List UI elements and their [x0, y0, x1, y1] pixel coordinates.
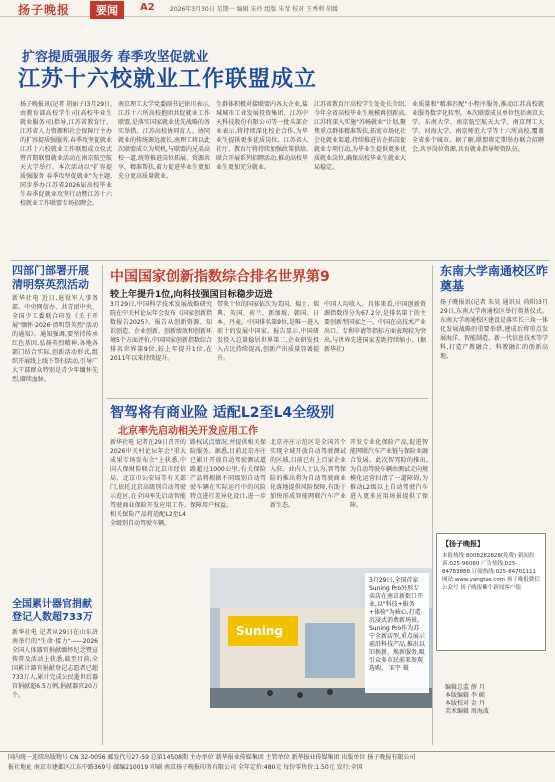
page-footer — [0, 751, 555, 782]
left-article-1: 新华社电 近日,退役军人事务部、中央网信办、共青团中央、全国少工委联合印发《关于开展"缅怀·2026·清明祭英烈"活动的通知》。通知强调,要坚持传承红色基因,弘扬英烈精神,各地各部门结合实际,创新活动形式,组织开展线上线下祭扫活动,引导广大干部群众特别是青少年缅怀先烈,赓续血脉。 — [12, 295, 98, 383]
editor-credits — [445, 684, 489, 716]
innovation-column-3: 中国人均收入。具体来看,中国创新资源指数得分为67.2分,是排名第十的主要创新型国家之一。中国在高技术产业出口、专利申请等指标方面表现较为突出,与世界先进国家差距持续缩小。(据新华社) — [324, 301, 426, 353]
editor-credit: 编辑总监 薛 月 — [445, 684, 485, 691]
lead-column-2: 南京理工大学党委副书记徐川表示,江苏十六所高校抱团共促就业工作联盟,是落实国家就业优先战略的务实举措。江苏高校协同育人、协同就业的传统源远流长,南理工将以此次联盟成立为契机,与联盟内兄弟高校一道,统筹推进岗位拓展、资源共享、精准帮扶,着力促进毕业生更加充分更高质量就业。 — [118, 101, 210, 180]
editor-credit: 本版编辑 李 硕 — [445, 692, 485, 699]
innovation-column-2: 带来十位的国家依次为美国、瑞士、瑞典、英国、荷兰、新加坡、韩国、日本、丹麦。中国排名第9位,是唯一进入前十的发展中国家。报告显示,中国研发投入总量稳居世界第二,企业研发投入占比持续提高,创新产出质量显著提升。 — [217, 301, 319, 362]
issue-date: 2026年3月30日 星期一 编辑 朱玲 组版 朱莹 校对 王秀利 胡媛 — [170, 6, 338, 13]
lead-column-4: 江苏省教育厅高校学生处处长介绍,今年全省高校毕业生规模再创新高,江苏将深入实施"苏畅就业"计划,聚焦重点群体精准帮扶,拓宽市场化社会化就业渠道,持续推进访企拓岗促就业专项行动,为毕业生提供更多优质就业岗位,确保高校毕业生就业大局稳定。 — [314, 101, 406, 171]
masthead — [0, 0, 555, 17]
editor-credit: 本版校对 金 丹 — [445, 700, 485, 707]
left-article-2: 新华社电 记者从29日在山东济南举行的"生命·接力"——2026全国人体器官捐献缅怀纪念暨宣传普及活动上获悉,截至目前,全国累计器官捐献登记志愿者已超733万人,累计完成公民逝世后器官捐献超6.5万例,捐献器官20万个。 — [12, 629, 98, 699]
store-sign: Suning — [236, 624, 283, 638]
lead-kicker: 扩容提质强服务 春季攻坚促就业 — [22, 50, 209, 65]
page-number: A2 — [140, 2, 155, 13]
editor-credit: 美术编辑 周海波 — [445, 708, 489, 715]
column-divider-left — [102, 265, 103, 745]
footer-line-1: 国内统一连续出版物号 CN 32-0056 邮发代号27-59 总第14508期 主办单位 新华报业传媒集团 主管单位 新华报业传媒集团 出版单位 扬子晚报有限公司 — [8, 754, 416, 761]
innovation-headline: 中国国家创新指数综合排名世界第9 — [110, 269, 330, 285]
newspaper-logo: 扬子晚报 — [18, 3, 71, 17]
innovation-subhead: 较上年提升1位,向科技强国目标稳步迈进 — [110, 290, 273, 300]
right-article: 扬子晚报讯(记者 朱昊 通讯员 尚阳)3月29日,东南大学南通校区举行奠基仪式。东南大学南通校区建设是落实长三角一体化发展战略的重要举措,建成后将重点发展海洋、智能制造、新一代信息技术等学科,打造产教融合、科教融汇的创新高地。 — [440, 299, 548, 360]
info-box — [436, 533, 546, 651]
auto-column-1: 新华社电 记者在29日召开的2026中关村论坛年会"重大成果专场发布会"上获悉,中国人保财险联合北京市经信局、北京市公安局等有关部门,依托北京高级别自动驾驶示范区,在全国率先启动智能驾驶商业保险开发应用工作,相关保险产品将适配L2至L4全级别自动驾驶车辆。 — [110, 439, 186, 527]
innovation-column-1: 3月29日,中国科学技术发展战略研究院在中关村论坛年会发布《国家创新指数报告2025》。报告从创新资源、知识创造、企业创新、创新绩效和创新环境5个方面评价,中国国家创新指数综合排名世界第9位,较上年提升1位,在2011年以来持续提升。 — [110, 301, 212, 362]
auto-column-3: 北京亦庄示范区是全国首个实现全域开放自动驾驶测试的区域,目前已有上百家企业入驻。业内人士认为,智驾保险的推出将为自动驾驶商业化落地提供风险保障,有助于加快形成智能网联汽车产业新生态。 — [270, 439, 346, 509]
left-headline-1: 四部门部署开展清明祭英烈活动 — [12, 264, 89, 291]
auto-column-4: 开发专业化保险产品,促进智能网联汽车产业链与保险业融合发展。此次智驾险的推出,为自动驾驶车辆由测试走向规模化运营扫清了一道障碍,为推动L2级以上自动驾驶汽车进入更多应用场景提供了保障。 — [350, 439, 428, 509]
auto-column-2: 路权试点情况,并提供相关保险服务。据悉,目前北京亦庄已累计开放自动驾驶测试道路超过1000公里,有关保险产品将根据不同级别自动驾驶车辆在实际运行中的风险特点进行差异化设计,进一步保障用户权益。 — [190, 439, 266, 509]
auto-insurance-subhead: 北京率先启动相关开发应用工作 — [118, 426, 258, 437]
section-divider — [106, 398, 428, 399]
right-headline: 东南大学南通校区昨奠基 — [440, 264, 549, 293]
lead-column-1: 扬子晚报讯(记者 胡丽子)3月29日,由教育部高校学生司(高校毕业生就业服务司)指导,江苏省教育厅、江苏省人力资源和社会保障厅主办的扩容提质强服务,春季攻坚促就业江苏十六校就业工作联盟成立仪式暨首期联盟就业活动在南京航空航天大学举行。本次活动以"扩容提质强服务 春季攻坚促就业"为主题,同步举办江苏省2026届高校毕业生春季促就业攻坚行动暨江苏十六校就业工作联盟专场招聘会。 — [20, 101, 112, 207]
footer-line-2: 报社地址 南京市建邺区江东中路369号 邮编210019 印刷 南京扬子晚报印务有限公司 全年定价:480元 每份零售价:1.50元 发行:全国 — [8, 764, 363, 771]
lead-column-5: 业质量和"精准匹配"小程序服务,推动江苏高校就业服务数字化转型。本次联盟成员单位包括南京大学、东南大学、南京航空航天大学、南京理工大学、河海大学、南京师范大学等十六所高校,覆盖全省多个城市。据了解,联盟将定期举办联合招聘会,共享岗位资源,共育就业指导师资队伍。 — [412, 101, 544, 153]
section-divider — [10, 260, 550, 261]
left-headline-2: 全国累计器官捐献登记人数超733万 — [12, 599, 93, 623]
lead-column-3: 生群体积极对接联盟内各大企业,盐城城市工业发展投资集团、江苏中天科技股份有限公司等一批头部企业表示,将持续深化校企合作,为毕业生提供更多优质岗位。江苏省人社厅、教育厅将持续加强政策供给,联合开展系列招聘活动,推动高校毕业生更加充分就业。 — [216, 101, 308, 171]
lead-headline: 江苏十六校就业工作联盟成立 — [18, 67, 318, 92]
column-divider-right — [432, 265, 433, 745]
info-box-body: 本报热线:8008282828(免费) 新闻投诉:025-96060 广告热线:025-84783888 订阅热线:025-84701111 网站:www.yangtse.com 扬子晚报微信公众号 扬子晚报紫牛新闻客户端 — [442, 553, 540, 591]
auto-insurance-headline: 智驾将有商业险 适配L2至L4全级别 — [110, 405, 335, 421]
photo-caption: 3月29日,全国首家Suning Pro外形专卖店在南京新街口开业,以"科技+服务+体验"为核心,打造沉浸式消费新场景。 Suning Pro作为苏宁全新店型,重点展示前沿科技产品,推出以旧换新、焕新服务,吸引众多市民前来参观选购。 宋宇 摄 — [365, 573, 429, 693]
section-label: 要闻 — [90, 1, 124, 19]
info-box-title: 【扬子晚报】 — [442, 540, 484, 548]
